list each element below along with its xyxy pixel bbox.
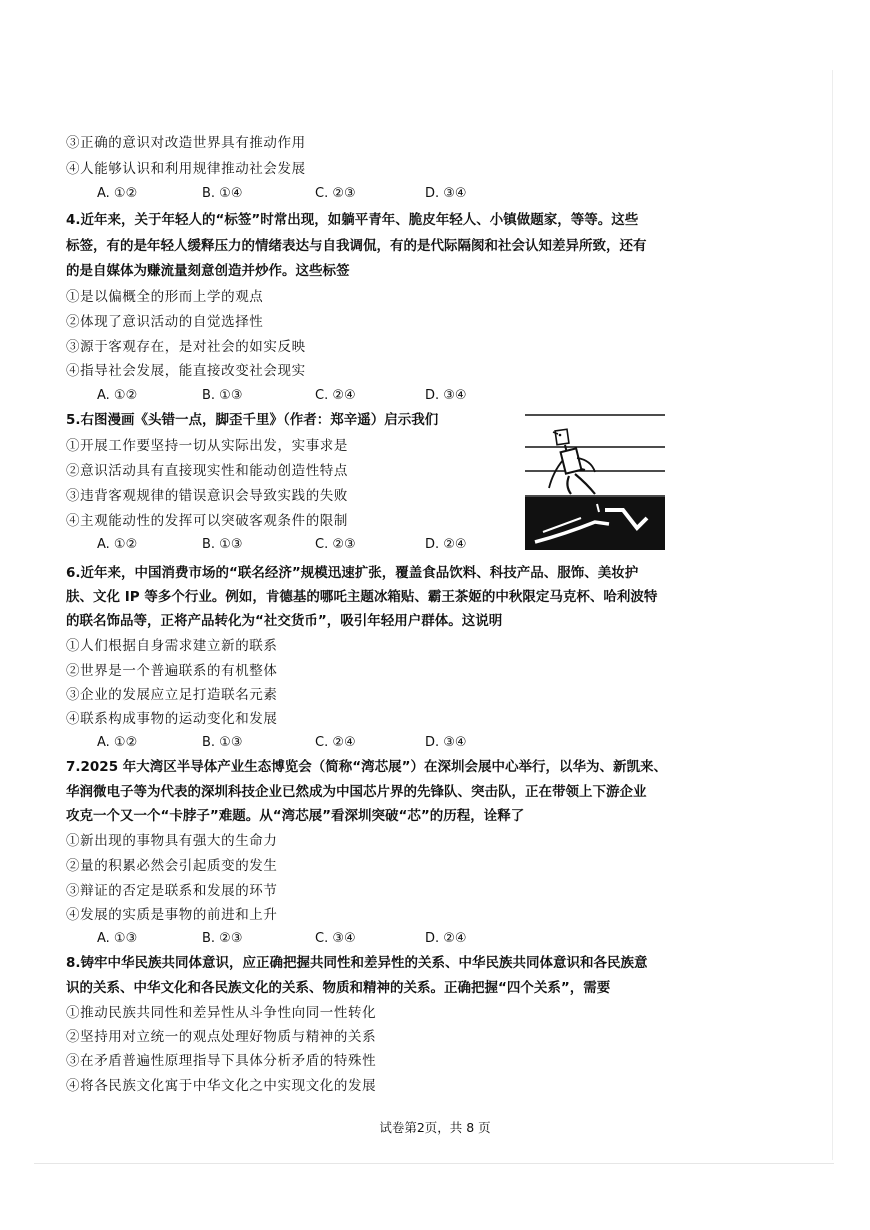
q7-option-1: ①新出现的事物具有强大的生命力 — [66, 833, 278, 849]
q5-option-4: ④主观能动性的发挥可以突破客观条件的限制 — [66, 513, 348, 529]
q7-option-4: ④发展的实质是事物的前进和上升 — [66, 907, 278, 923]
scan-bottom-divider — [34, 1163, 834, 1164]
q6-option-2: ②世界是一个普遍联系的有机整体 — [66, 663, 278, 679]
q4-choice-b: B. ①③ — [202, 388, 243, 403]
q4-option-1: ①是以偏概全的形而上学的观点 — [66, 289, 264, 305]
q7-option-2: ②量的积累必然会引起质变的发生 — [66, 858, 278, 874]
q5-option-2: ②意识活动具有直接现实性和能动创造性特点 — [66, 463, 348, 479]
q7-choices — [97, 929, 497, 949]
q7-option-3: ③辩证的否定是联系和发展的环节 — [66, 883, 278, 899]
q6-choices — [97, 733, 497, 753]
q7-choice-d: D. ②④ — [425, 931, 467, 946]
q3-choice-c: C. ②③ — [315, 186, 356, 201]
q6-stem-line-2: 肤、文化 IP 等多个行业。例如，肯德基的哪吒主题冰箱贴、霸王茶姬的中秋限定马克杯、哈利波特 — [66, 589, 658, 605]
q5-stem: 5.右图漫画《头错一点，脚歪千里》（作者：郑辛遥）启示我们 — [66, 412, 439, 428]
q6-stem-line-3: 的联名饰品等，正将产品转化为“社交货币”，吸引年轻用户群体。这说明 — [66, 613, 503, 629]
q6-choice-c: C. ②④ — [315, 735, 356, 750]
q4-stem-line-2: 标签，有的是年轻人缓释压力的情绪表达与自我调侃，有的是代际隔阂和社会认知差异所致，还有 — [66, 238, 647, 254]
q4-stem-line-3: 的是自媒体为赚流量刻意创造并炒作。这些标签 — [66, 263, 350, 279]
page-footer: 试卷第2页，共 8 页 — [379, 1120, 491, 1135]
q4-choices — [97, 386, 497, 406]
q7-choice-b: B. ②③ — [202, 931, 243, 946]
q5-choice-a: A. ①② — [97, 537, 138, 552]
q3-choice-b: B. ①④ — [202, 186, 243, 201]
q6-choice-b: B. ①③ — [202, 735, 243, 750]
q4-choice-a: A. ①② — [97, 388, 138, 403]
q3-option-4: ④人能够认识和利用规律推动社会发展 — [66, 161, 306, 177]
q3-choices — [97, 184, 497, 204]
q3-option-3: ③正确的意识对改造世界具有推动作用 — [66, 135, 306, 151]
q5-choice-d: D. ②④ — [425, 537, 467, 552]
q5-option-1: ①开展工作要坚持一切从实际出发，实事求是 — [66, 438, 348, 454]
q7-choice-a: A. ①③ — [97, 931, 138, 946]
q5-choice-c: C. ②③ — [315, 537, 356, 552]
scan-edge-divider — [832, 70, 833, 1160]
q8-stem-line-1: 8.铸牢中华民族共同体意识，应正确把握共同性和差异性的关系、中华民族共同体意识和各民族意 — [66, 955, 648, 971]
q6-option-3: ③企业的发展应立足打造联名元素 — [66, 687, 278, 703]
cartoon-illustration-icon — [525, 414, 665, 550]
q8-option-1: ①推动民族共同性和差异性从斗争性向同一性转化 — [66, 1005, 377, 1021]
q4-stem-line-1: 4.近年来，关于年轻人的“标签”时常出现，如躺平青年、脆皮年轻人、小镇做题家，等等。这些 — [66, 212, 639, 228]
q8-option-2: ②坚持用对立统一的观点处理好物质与精神的关系 — [66, 1029, 377, 1045]
q4-option-4: ④指导社会发展，能直接改变社会现实 — [66, 363, 306, 379]
q4-option-3: ③源于客观存在，是对社会的如实反映 — [66, 339, 306, 355]
q6-option-4: ④联系构成事物的运动变化和发展 — [66, 711, 278, 727]
q6-stem-line-1: 6.近年来，中国消费市场的“联名经济”规模迅速扩张，覆盖食品饮料、科技产品、服饰、美妆护 — [66, 565, 639, 581]
q8-option-4: ④将各民族文化寓于中华文化之中实现文化的发展 — [66, 1078, 377, 1094]
q8-option-3: ③在矛盾普遍性原理指导下具体分析矛盾的特殊性 — [66, 1053, 377, 1069]
q7-choice-c: C. ③④ — [315, 931, 356, 946]
q6-choice-a: A. ①② — [97, 735, 138, 750]
q3-choice-a: A. ①② — [97, 186, 138, 201]
q7-stem-line-1: 7.2025 年大湾区半导体产业生态博览会（简称“湾芯展”）在深圳会展中心举行，以华为、新凯来、 — [66, 759, 668, 775]
q3-choice-d: D. ③④ — [425, 186, 467, 201]
q4-option-2: ②体现了意识活动的自觉选择性 — [66, 314, 264, 330]
q5-option-3: ③违背客观规律的错误意识会导致实践的失败 — [66, 488, 348, 504]
q5-choice-b: B. ①③ — [202, 537, 243, 552]
q4-choice-d: D. ③④ — [425, 388, 467, 403]
q8-stem-line-2: 识的关系、中华文化和各民族文化的关系、物质和精神的关系。正确把握“四个关系”，需要 — [66, 980, 611, 996]
q6-choice-d: D. ③④ — [425, 735, 467, 750]
q6-option-1: ①人们根据自身需求建立新的联系 — [66, 638, 278, 654]
q7-stem-line-2: 华润微电子等为代表的深圳科技企业已然成为中国芯片界的先锋队、突击队，正在带领上下游企业 — [66, 784, 647, 800]
q7-stem-line-3: 攻克一个又一个“卡脖子”难题。从“湾芯展”看深圳突破“芯”的历程，诠释了 — [66, 808, 525, 824]
q4-choice-c: C. ②④ — [315, 388, 356, 403]
q5-choices — [97, 535, 497, 555]
